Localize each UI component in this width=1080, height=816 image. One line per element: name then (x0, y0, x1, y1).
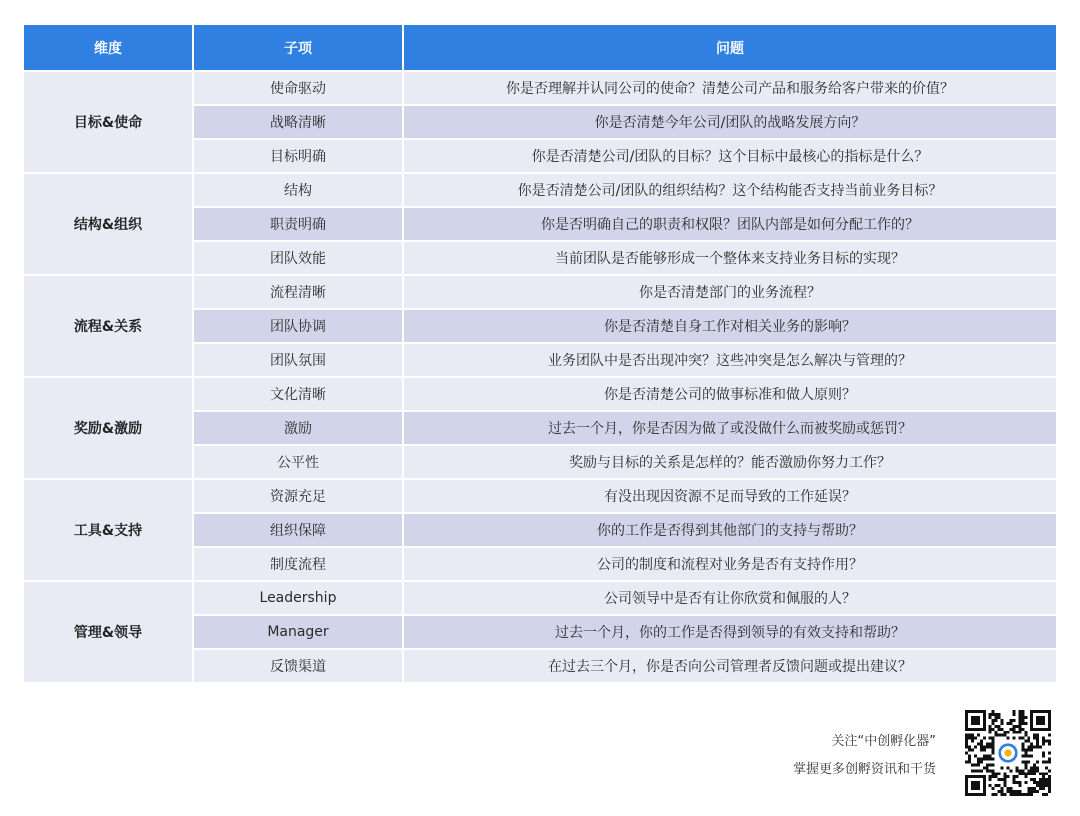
question-cell: 公司领导中是否有让你欣赏和佩服的人？ (404, 582, 1056, 616)
dimension-cell: 管理&领导 (24, 582, 194, 684)
subitem-cell: 制度流程 (194, 548, 404, 582)
table-header-row (24, 25, 1056, 72)
subitem-cell: 组织保障 (194, 514, 404, 548)
promo-line: 掌握更多创孵资讯和干货 (792, 762, 936, 777)
subitem-cell: 团队协调 (194, 310, 404, 344)
subitem-cell: 资源充足 (194, 480, 404, 514)
question-cell: 你的工作是否得到其他部门的支持与帮助？ (404, 514, 1056, 548)
question-cell: 你是否清楚公司/团队的组织结构？这个结构能否支持当前业务目标？ (404, 174, 1056, 208)
question-cell: 你是否清楚今年公司/团队的战略发展方向？ (404, 106, 1056, 140)
question-cell: 当前团队是否能够形成一个整体来支持业务目标的实现？ (404, 242, 1056, 276)
dimension-cell: 奖励&激励 (24, 378, 194, 480)
subitem-cell: 激励 (194, 412, 404, 446)
subitem-cell: Manager (194, 616, 404, 650)
subitem-cell: 结构 (194, 174, 404, 208)
survey-table (24, 25, 1056, 684)
subitem-cell: Leadership (194, 582, 404, 616)
dimension-cell: 目标&使命 (24, 72, 194, 174)
header-subitem: 子项 (194, 25, 404, 72)
subitem-cell: 使命驱动 (194, 72, 404, 106)
question-cell: 在过去三个月，你是否向公司管理者反馈问题或提出建议？ (404, 650, 1056, 684)
header-dimension: 维度 (24, 25, 194, 72)
question-cell: 你是否清楚公司/团队的目标？这个目标中最核心的指标是什么？ (404, 140, 1056, 174)
table-row (24, 276, 1056, 310)
table-row (24, 174, 1056, 208)
subitem-cell: 团队效能 (194, 242, 404, 276)
table-row (24, 480, 1056, 514)
table-row (24, 378, 1056, 412)
question-cell: 你是否明确自己的职责和权限？团队内部是如何分配工作的？ (404, 208, 1056, 242)
subitem-cell: 公平性 (194, 446, 404, 480)
subitem-cell: 战略清晰 (194, 106, 404, 140)
question-cell: 你是否理解并认同公司的使命？清楚公司产品和服务给客户带来的价值？ (404, 72, 1056, 106)
dimension-cell: 工具&支持 (24, 480, 194, 582)
question-cell: 有没出现因资源不足而导致的工作延误？ (404, 480, 1056, 514)
question-cell: 过去一个月，你是否因为做了或没做什么而被奖励或惩罚？ (404, 412, 1056, 446)
subitem-cell: 团队氛围 (194, 344, 404, 378)
subitem-cell: 文化清晰 (194, 378, 404, 412)
header-question: 问题 (404, 25, 1056, 72)
question-cell: 业务团队中是否出现冲突？这些冲突是怎么解决与管理的？ (404, 344, 1056, 378)
dimension-cell: 流程&关系 (24, 276, 194, 378)
subitem-cell: 反馈渠道 (194, 650, 404, 684)
follow-promo (793, 728, 936, 784)
subitem-cell: 目标明确 (194, 140, 404, 174)
question-cell: 公司的制度和流程对业务是否有支持作用？ (404, 548, 1056, 582)
question-cell: 奖励与目标的关系是怎样的？能否激励你努力工作？ (404, 446, 1056, 480)
subitem-cell: 流程清晰 (194, 276, 404, 310)
qr-code-icon (965, 710, 1051, 796)
question-cell: 你是否清楚自身工作对相关业务的影响？ (404, 310, 1056, 344)
follow-line: 关注“中创孵化器” (831, 734, 936, 749)
question-cell: 你是否清楚公司的做事标准和做人原则？ (404, 378, 1056, 412)
table-row (24, 582, 1056, 616)
subitem-cell: 职责明确 (194, 208, 404, 242)
table-row (24, 72, 1056, 106)
dimension-cell: 结构&组织 (24, 174, 194, 276)
question-cell: 过去一个月，你的工作是否得到领导的有效支持和帮助？ (404, 616, 1056, 650)
question-cell: 你是否清楚部门的业务流程？ (404, 276, 1056, 310)
